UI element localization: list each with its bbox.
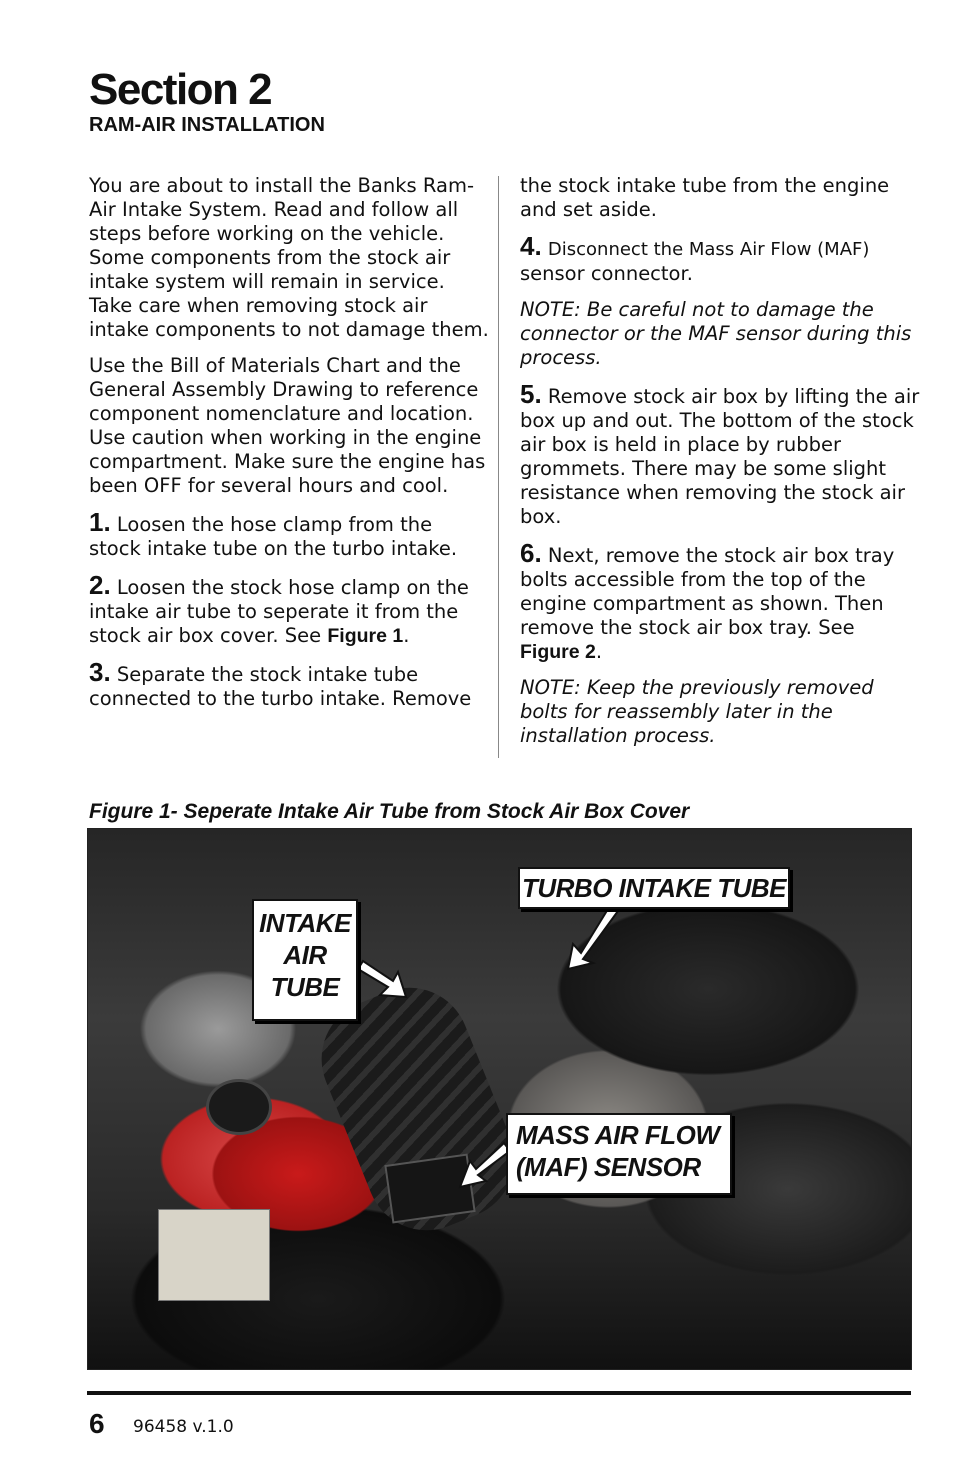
callout-intake-line-2: AIR [283,940,327,970]
step-4-text-2: sensor connector. [520,262,693,285]
step-3-continued: the stock intake tube from the engine and set aside. [520,174,890,221]
step-6-number: 6. [520,538,542,568]
right-column [520,174,920,760]
step-1-text: Loosen the hose clamp from the stock intake tube on the turbo intake. [89,513,458,560]
engine-bay-photo [87,828,912,1370]
callout-arrows [88,829,911,1369]
callout-maf-line-1: MASS AIR FLOW [516,1120,720,1150]
maf-arrow-icon [460,1143,510,1187]
figure-2-reference: Figure 2 [520,641,596,663]
figure-1-reference: Figure 1 [327,625,404,647]
step-6 [520,538,920,664]
section-title: Section 2 [89,65,272,114]
figure-1-caption: Figure 1- Seperate Intake Air Tube from Stock Air Box Cover [89,800,690,823]
section-header [89,66,325,136]
intake-arrow-icon [358,961,406,997]
document-id: 96458 v.1.0 [133,1417,234,1437]
section-subtitle: RAM-AIR INSTALLATION [89,114,325,136]
note-1: NOTE: Be careful not to damage the connector or the MAF sensor during this process. [520,298,912,369]
note-2: NOTE: Keep the previously removed bolts for reassembly later in the installation process. [520,676,874,747]
step-4 [520,231,920,286]
step-6-end: . [595,640,603,663]
step-2-end: . [403,624,410,647]
callout-intake-air-tube [252,899,358,1021]
step-2-text: Loosen the stock hose clamp on the intake air tube to seperate it from the stock air box cover. See [89,576,469,647]
step-6-text: Next, remove the stock air box tray bolts accessible from the top of the engine compartment as shown. Then remove the stock air box tray. See [520,544,895,639]
page-number: 6 [89,1408,105,1439]
callout-turbo-intake-tube: TURBO INTAKE TUBE [518,867,790,909]
step-5 [520,379,920,529]
column-divider [498,176,499,758]
intro-paragraph-1: You are about to install the Banks Ram-Air Intake System. Read and follow all steps before working on the vehicle. Some components from the stock air intake system will remain in service. Take care when removing stock air intake components to not damage them. [89,174,489,341]
step-4-number: 4. [520,231,542,261]
step-2-number: 2. [89,570,111,600]
footer-rule [87,1391,911,1395]
callout-maf-sensor [506,1113,732,1195]
step-5-number: 5. [520,379,542,409]
step-3 [89,657,489,711]
callout-maf-line-2: (MAF) SENSOR [516,1152,701,1182]
callout-intake-line-1: INTAKE [259,908,351,938]
left-column [89,174,489,723]
step-3-number: 3. [89,657,111,687]
step-4-text: Disconnect the Mass Air Flow (MAF) [547,239,870,260]
step-2 [89,570,489,648]
step-1 [89,507,489,561]
intro-paragraph-2: Use the Bill of Materials Chart and the General Assembly Drawing to reference component nomenclature and location. Use caution when working in the engine compartment. Make sure the engine has been OFF for several hours and cool. [89,354,486,497]
callout-intake-line-3: TUBE [270,972,340,1002]
step-1-number: 1. [89,507,111,537]
step-3-text: Separate the stock intake tube connected to the turbo intake. Remove [89,663,472,710]
turbo-arrow-icon [568,909,618,969]
step-5-text: Remove stock air box by lifting the air box up and out. The bottom of the stock air box is held in place by rubber grommets. There may be some slight resistance when removing the stock air box. [520,385,920,528]
